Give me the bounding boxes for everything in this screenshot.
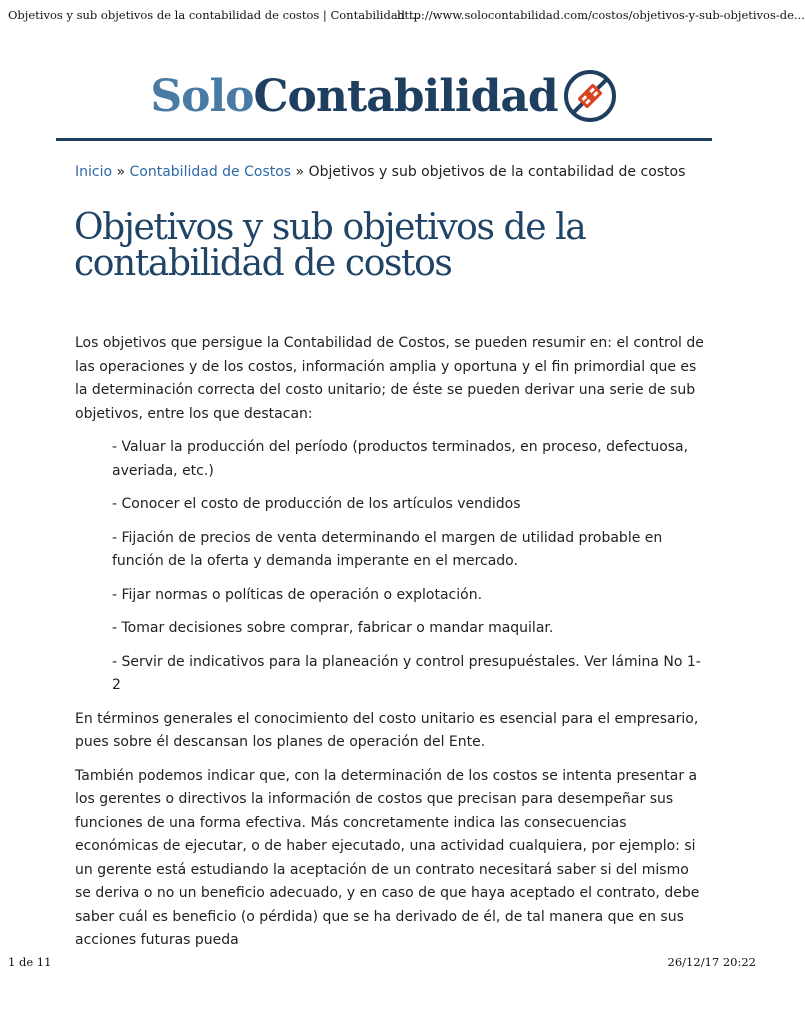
logo-contabilidad: Contabilidad	[253, 70, 558, 122]
no-calculator-icon	[562, 68, 618, 124]
print-date: 26/12/17 20:22	[667, 955, 756, 969]
list-item: - Fijar normas o políticas de operación o explotación.	[112, 586, 483, 603]
body-paragraph: En términos generales el conocimiento del costo unitario es esencial para el empresario, pues sobre él descansan los planes de operación del Ente.	[75, 710, 699, 750]
body-paragraph: También podemos indicar que, con la determinación de los costos se intenta presentar a los gerentes o directivos la información de costos que precisan para desempeñar sus funciones de una forma efectiva. Más concretamente indica las consecuencias económicas de ejecutar, o de haber ejecutado, una actividad cualquiera, por ejemplo: si un gerente está estudiando la aceptación de un contrato necesitará saber si del mismo se deriva o no un beneficio adecuado, y en caso de que haya aceptado el contrato, debe saber cuál es beneficio (o pérdida) que se ha derivado de él, de tal manera que en sus acciones futuras pueda	[75, 767, 700, 948]
page-counter: 1 de 11	[8, 955, 52, 969]
header-divider	[56, 138, 712, 141]
breadcrumb-home-link[interactable]: Inicio	[75, 164, 113, 180]
intro-paragraph: Los objetivos que persigue la Contabilidad de Costos, se pueden resumir en: el control de las operaciones y de los costos, información amplia y oportuna y el fin primordial que es la determinación correcta del costo unitario; de éste se pueden derivar una serie de sub objetivos, entre los que destacan:	[75, 335, 704, 422]
site-logo[interactable]	[0, 68, 768, 134]
list-item: - Tomar decisiones sobre comprar, fabricar o mandar maquilar.	[112, 620, 554, 636]
logo-solo: Solo	[150, 70, 254, 122]
list-item: - Valuar la producción del período (productos terminados, en proceso, defectuosa, averiada, etc.)	[112, 439, 689, 479]
print-page-url: http://www.solocontabilidad.com/costos/objetivos-y-sub-objetivos-de...	[397, 8, 805, 22]
list-item: - Servir de indicativos para la planeación y control presupuéstales. Ver lámina No 1-2	[112, 653, 701, 693]
print-footer	[0, 955, 768, 975]
breadcrumb-separator: »	[112, 164, 130, 180]
list-item: - Conocer el costo de producción de los artículos vendidos	[112, 496, 521, 512]
list-item: - Fijación de precios de venta determinando el margen de utilidad probable en función de la oferta y demanda imperante en el mercado.	[112, 529, 663, 569]
sub-objectives-list	[75, 436, 705, 698]
logo-wordmark	[150, 71, 557, 122]
breadcrumb	[75, 164, 715, 180]
article-body	[75, 332, 705, 963]
breadcrumb-separator: »	[291, 164, 309, 180]
page-title: Objetivos y sub objetivos de la contabilidad de costos	[74, 207, 586, 284]
breadcrumb-category-link[interactable]: Contabilidad de Costos	[129, 164, 292, 180]
print-page-title: Objetivos y sub objetivos de la contabilidad de costos | Contabilidad ...	[8, 8, 420, 22]
breadcrumb-current: Objetivos y sub objetivos de la contabilidad de costos	[308, 164, 686, 180]
print-header	[0, 0, 805, 22]
